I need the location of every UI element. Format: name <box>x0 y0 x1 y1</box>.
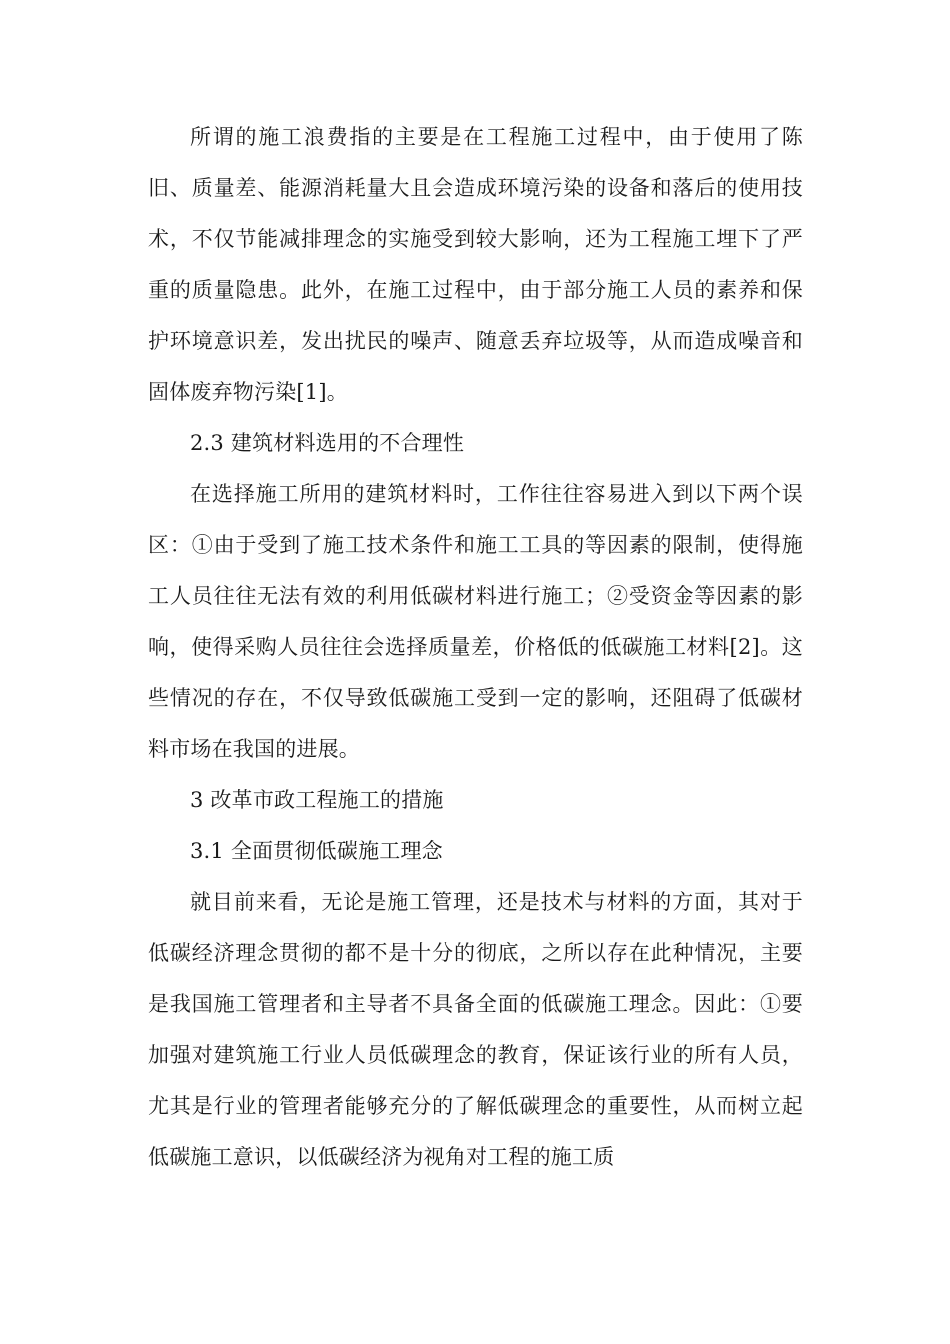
section-heading-2-3: 2.3 建筑材料选用的不合理性 <box>190 431 465 455</box>
document-page <box>148 112 803 1183</box>
paragraph-low-carbon-concept: 就目前来看，无论是施工管理，还是技术与材料的方面，其对于低碳经济理念贯彻的都不是十分的彻底，之所以存在此种情况，主要是我国施工管理者和主导者不具备全面的低碳施工理念。因此：①要加强对建筑施工行业人员低碳理念的教育，保证该行业的所有人员，尤其是行业的管理者能够充分的了解低碳理念的重要性，从而树立起低碳施工意识，以低碳经济为视角对工程的施工质 <box>148 890 803 1169</box>
paragraph-construction-waste: 所谓的施工浪费指的主要是在工程施工过程中，由于使用了陈旧、质量差、能源消耗量大且会造成环境污染的设备和落后的使用技术，不仅节能减排理念的实施受到较大影响，还为工程施工埋下了严重的质量隐患。此外，在施工过程中，由于部分施工人员的素养和保护环境意识差，发出扰民的噪声、随意丢弃垃圾等，从而造成噪音和固体废弃物污染[1]。 <box>148 125 803 404</box>
paragraph-material-selection: 在选择施工所用的建筑材料时，工作往往容易进入到以下两个误区：①由于受到了施工技术条件和施工工具的等因素的限制，使得施工人员往往无法有效的利用低碳材料进行施工；②受资金等因素的影响，使得采购人员往往会选择质量差，价格低的低碳施工材料[2]。这些情况的存在，不仅导致低碳施工受到一定的影响，还阻碍了低碳材料市场在我国的进展。 <box>148 482 803 761</box>
section-heading-3-1: 3.1 全面贯彻低碳施工理念 <box>190 839 443 863</box>
section-heading-3: 3 改革市政工程施工的措施 <box>190 788 444 812</box>
